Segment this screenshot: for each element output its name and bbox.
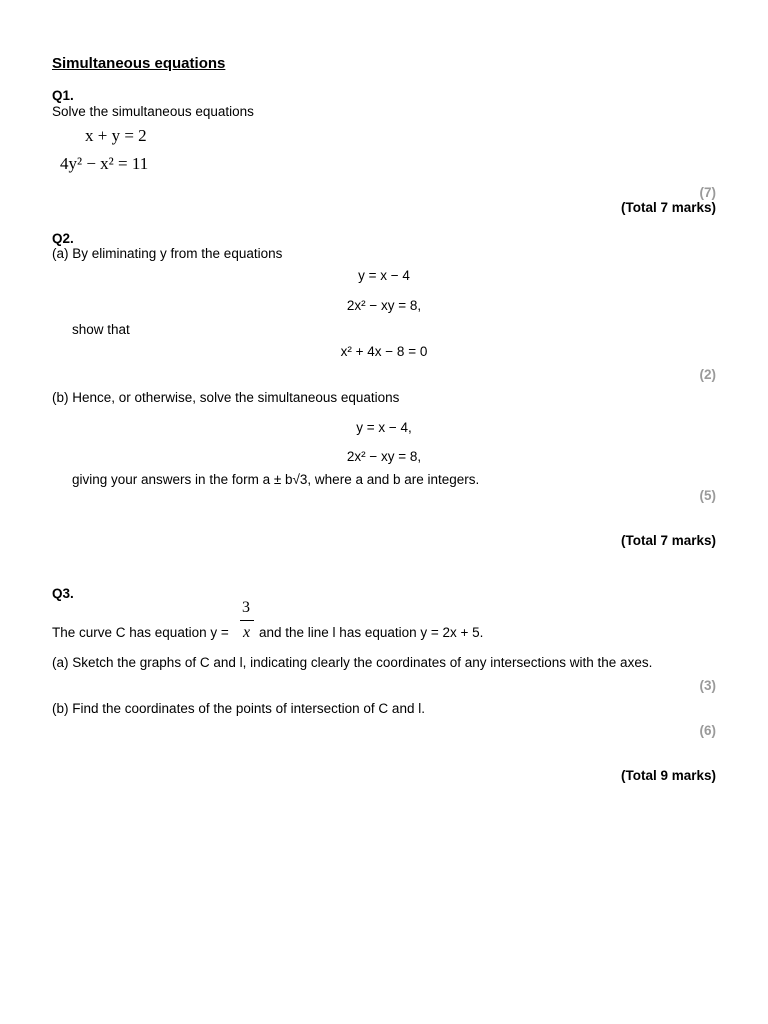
q3-curve-text-after: and the line l has equation y = 2x + 5. (259, 625, 484, 640)
q1-equation-2: 4y² − x² = 11 (60, 154, 149, 173)
q2-equation-1: y = x − 4 (358, 268, 410, 283)
q1-instruction: Solve the simultaneous equations (52, 104, 254, 119)
q3-marks-b: (6) (699, 723, 716, 738)
q2-result-equation: x² + 4x − 8 = 0 (340, 344, 428, 359)
q2-marks-b: (5) (699, 488, 716, 503)
q2-part-b-text: (b) Hence, or otherwise, solve the simultaneous equations (52, 390, 400, 405)
q3-label: Q3. (52, 586, 74, 601)
q2-equation-2: 2x² − xy = 8, (346, 298, 422, 313)
q3-fraction-denominator: x (243, 624, 251, 641)
q1-label: Q1. (52, 88, 74, 103)
q3-total-marks: (Total 9 marks) (620, 768, 716, 783)
q2-equation-3: y = x − 4, (356, 420, 412, 435)
q1-marks: (7) (699, 185, 716, 200)
q3-part-a-text: (a) Sketch the graphs of C and l, indicating clearly the coordinates of any intersections with the axes. (52, 655, 653, 670)
q2-total-marks: (Total 7 marks) (620, 533, 716, 548)
q2-marks-a: (2) (699, 367, 716, 382)
q3-marks-a: (3) (699, 678, 716, 693)
q3-curve-text-before: The curve C has equation y = (52, 625, 229, 640)
q1-total-marks: (Total 7 marks) (620, 200, 716, 215)
q3-part-b-text: (b) Find the coordinates of the points of intersection of C and l. (52, 701, 425, 716)
q2-show-that: show that (72, 322, 130, 337)
q1-equation-1: x + y = 2 (85, 126, 147, 145)
q2-giving-text: giving your answers in the form a ± b√3, where a and b are integers. (72, 472, 480, 487)
page-title: Simultaneous equations (52, 55, 226, 72)
q3-fraction-bar (240, 620, 254, 621)
q2-label: Q2. (52, 231, 74, 246)
q3-fraction-numerator: 3 (242, 599, 250, 616)
q2-part-a-text: (a) By eliminating y from the equations (52, 246, 283, 261)
q2-equation-4: 2x² − xy = 8, (346, 449, 422, 464)
